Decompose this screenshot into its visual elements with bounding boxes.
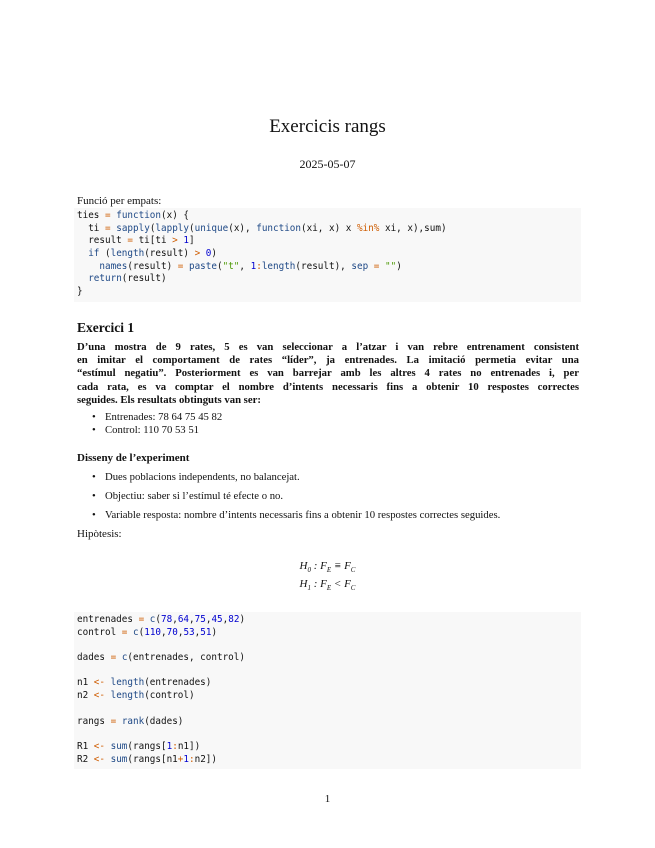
code-line xyxy=(77,639,581,652)
bullet-icon: • xyxy=(92,411,96,423)
list-item: • Variable resposta: nombre d’intents necessaris fins a obtenir 10 respostes correctes seguides. xyxy=(92,509,501,521)
code-line: result = ti[ti > 1] xyxy=(77,235,195,247)
statement-line: seguides. Els resultats obtinguts van ser: xyxy=(77,393,261,406)
code-line: rangs = rank(dades) xyxy=(77,715,184,727)
code-line: } xyxy=(77,286,83,298)
bullet-icon: • xyxy=(92,471,96,483)
code-block-ties xyxy=(74,208,581,302)
code-line: R2 <- sum(rangs[n1+1:n2]) xyxy=(77,753,217,765)
code-line: if (length(result) > 0) xyxy=(88,248,218,260)
page-number: 1 xyxy=(324,793,331,805)
list-item: • Control: 110 70 53 51 xyxy=(92,424,200,436)
code-line: n2 <- length(control) xyxy=(77,690,195,702)
design-list xyxy=(77,471,500,528)
statement-line: en imitar el comportament de rates “líder”, ja entrenades. La imitació permetia evitar una xyxy=(77,354,579,367)
statement-line: D’una mostra de 9 rates, 5 es van seleccionar a l’atzar i van rebre entrenament consistent xyxy=(77,341,579,353)
null-hypothesis: $H_0$ : $F_E \equiv F_C$ xyxy=(299,560,356,575)
list-item: • Entrenades: 78 64 75 45 82 xyxy=(92,411,223,423)
statement-line: “estímul negatiu”. Posteriorment es van barrejar amb les altres 4 rates no entrenades i, per xyxy=(77,367,579,380)
bullet-icon: • xyxy=(92,490,96,502)
intro-text: Funció per empats: xyxy=(77,195,162,207)
exercise-heading: Exercici 1 xyxy=(77,320,135,335)
bullet-icon: • xyxy=(92,509,96,521)
code-line: entrenades = c(78,64,75,45,82) xyxy=(77,614,246,625)
code-block-ranks xyxy=(74,612,581,769)
list-item: • Objectiu: saber si l’estímul té efecte o no. xyxy=(92,490,284,502)
code-line: ti = sapply(lapply(unique(x), function(xi, x) x %in% xi, x),sum) xyxy=(77,222,447,234)
code-line xyxy=(77,728,581,741)
code-line: control = c(110,70,53,51) xyxy=(77,626,218,638)
code-line xyxy=(77,703,581,716)
code-line xyxy=(77,665,581,678)
document-date: 2025-05-07 xyxy=(299,157,356,171)
design-heading: Disseny de l’experiment xyxy=(77,452,190,464)
exercise-statement xyxy=(77,341,579,407)
list-item: • Dues poblacions independents, no balancejat. xyxy=(92,471,300,483)
alternative-hypothesis: $H_1$ : $F_E < F_C$ xyxy=(299,578,356,593)
document-title: Exercicis rangs xyxy=(269,116,386,137)
bullet-icon: • xyxy=(92,424,96,436)
code-line: R1 <- sum(rangs[1:n1]) xyxy=(77,740,201,752)
hypothesis-label: Hipòtesis: xyxy=(77,528,122,540)
statement-line: cada rata, es va comptar el nombre d’intents necessaris fins a obtenir 10 respostes correctes xyxy=(77,380,579,393)
code-line: names(result) = paste("t", 1:length(result), sep = "") xyxy=(99,260,402,272)
code-line: ties = function(x) { xyxy=(77,210,189,221)
results-list xyxy=(77,411,222,437)
code-line: dades = c(entrenades, control) xyxy=(77,652,245,664)
code-line: return(result) xyxy=(88,273,167,285)
code-line: n1 <- length(entrenades) xyxy=(77,677,212,689)
